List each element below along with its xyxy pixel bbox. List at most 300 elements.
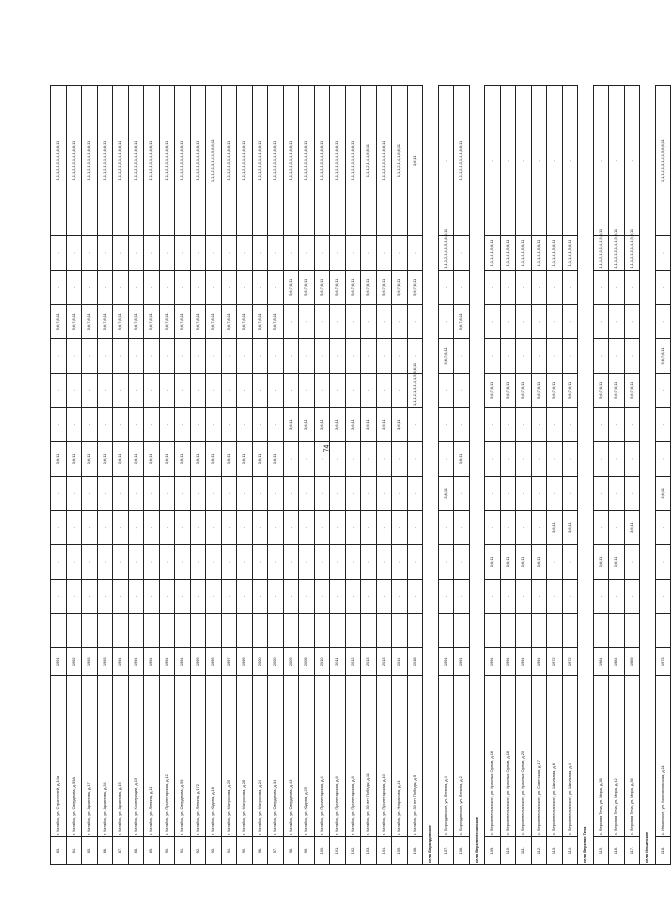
row-year: 1997 (221, 648, 237, 676)
row-cell: - (547, 339, 563, 373)
row-cell: 1,1,1,2,1,3,1,4,1,6;8;11 (190, 86, 206, 236)
row-cell: - (485, 270, 501, 304)
row-cell: - (237, 407, 253, 441)
row-cell: - (562, 86, 578, 236)
row-cell: - (268, 373, 284, 407)
row-cell: - (252, 476, 268, 510)
row-cell: - (500, 86, 516, 236)
row-cell: 5;6;7;8;11 (438, 339, 454, 373)
row-cell: - (144, 270, 160, 304)
row-cell: - (531, 407, 547, 441)
row-cell: - (593, 339, 609, 373)
row-cell: - (609, 305, 625, 339)
row-cell: - (500, 305, 516, 339)
row-cell: - (221, 270, 237, 304)
row-number: 112. (531, 837, 547, 865)
row-cell: - (113, 476, 129, 510)
row-cell: - (330, 579, 346, 613)
section-filler (640, 510, 656, 544)
row-cell: 5;6;7;8;11 (97, 305, 113, 339)
row-cell: - (252, 339, 268, 373)
row-cell: - (159, 270, 175, 304)
row-cell: - (314, 339, 330, 373)
section-filler (640, 442, 656, 476)
row-cell: - (593, 305, 609, 339)
row-address: г. Катайск, ул. Архипова, д.15 (113, 676, 129, 837)
row-address: г. Катайск, ул. Архипова, д.34 (97, 676, 113, 837)
section-filler (469, 86, 485, 236)
section-filler (469, 442, 485, 476)
row-cell: - (51, 236, 67, 270)
row-cell: - (454, 270, 470, 304)
row-cell: - (562, 407, 578, 441)
row-cell: - (376, 305, 392, 339)
row-cell: - (454, 373, 470, 407)
row-cell: - (531, 476, 547, 510)
row-cell: - (190, 270, 206, 304)
row-cell: - (268, 510, 284, 544)
row-year: 2013 (361, 648, 377, 676)
row-cell: - (392, 476, 408, 510)
row-address: с. Верхнепесчанское, ул. Школьная, д.6 (547, 676, 563, 837)
row-cell: - (299, 476, 315, 510)
section-filler (578, 407, 594, 441)
row-number: 113. (547, 837, 563, 865)
row-cell: - (113, 579, 129, 613)
row-cell: - (655, 305, 671, 339)
section-filler (640, 270, 656, 304)
row-year: 1994 (128, 648, 144, 676)
row-address: г. Катайск, ул. Строителей, д.14а (51, 676, 67, 837)
row-cell: - (206, 476, 222, 510)
row-number: 89. (144, 837, 160, 865)
row-cell: 3;6;11 (221, 442, 237, 476)
row-cell: - (221, 373, 237, 407)
row-cell: - (283, 373, 299, 407)
row-cell: - (221, 407, 237, 441)
row-number: 93. (206, 837, 222, 865)
row-number: 95. (237, 837, 253, 865)
row-cell: 5;6;7;8;11 (609, 373, 625, 407)
row-cell: - (97, 579, 113, 613)
row-cell: - (624, 442, 640, 476)
row-cell: - (82, 545, 98, 579)
row-cell: 3;6;11 (407, 86, 423, 236)
row-cell: - (531, 442, 547, 476)
row-cell: 3;6;11 (268, 442, 284, 476)
row-cell (113, 613, 129, 647)
row-cell: - (82, 476, 98, 510)
row-cell: - (361, 510, 377, 544)
row-cell: - (407, 305, 423, 339)
row-cell: - (97, 545, 113, 579)
row-cell: 5;6;7;8;11 (624, 373, 640, 407)
row-cell: 5;6;7;8;11 (66, 305, 82, 339)
row-cell: 5;6;7;8;11 (159, 305, 175, 339)
row-cell: 5;6;7;8;11 (206, 305, 222, 339)
row-cell: - (562, 442, 578, 476)
row-cell: - (562, 270, 578, 304)
row-cell: - (283, 236, 299, 270)
row-cell: - (345, 442, 361, 476)
section-filler (469, 579, 485, 613)
section-filler (578, 476, 594, 510)
row-cell: - (516, 339, 532, 373)
row-cell: 3;6;11 (51, 442, 67, 476)
row-cell: 5;6;7;8;11 (51, 305, 67, 339)
row-cell: - (314, 545, 330, 579)
row-cell: - (237, 373, 253, 407)
row-cell: - (392, 305, 408, 339)
row-cell: - (159, 579, 175, 613)
row-cell: - (82, 339, 98, 373)
row-cell: - (252, 407, 268, 441)
row-cell: - (531, 339, 547, 373)
row-number: 88. (128, 837, 144, 865)
row-year: 1995 (206, 648, 222, 676)
row-cell: - (97, 236, 113, 270)
row-number: 114. (562, 837, 578, 865)
row-cell: 5;6;7;8;11 (547, 373, 563, 407)
row-year: 1972 (547, 648, 563, 676)
row-cell: - (113, 545, 129, 579)
row-address: г. Катайск, ул. Свердлова, д.59 (175, 676, 191, 837)
repair-schedule-table (50, 85, 671, 865)
row-cell: 3;6;11 (500, 545, 516, 579)
row-cell: 3;6;11 (206, 442, 222, 476)
table-row (144, 86, 160, 865)
section-filler (640, 579, 656, 613)
table-row (299, 86, 315, 865)
row-cell: - (438, 510, 454, 544)
row-cell: - (128, 270, 144, 304)
row-cell: - (376, 579, 392, 613)
row-cell: 5;6;7;8;11 (593, 373, 609, 407)
section-filler (640, 545, 656, 579)
row-cell: - (128, 236, 144, 270)
row-cell: - (361, 373, 377, 407)
row-cell: - (454, 339, 470, 373)
row-cell: - (345, 545, 361, 579)
row-address: с. Верхнепесчанское, ул. Советская, д.17 (531, 676, 547, 837)
row-address: г. Катайск, ул. Пролетарская, д.6 (330, 676, 346, 837)
section-title: село Бороздинское (423, 676, 439, 865)
row-cell (562, 613, 578, 647)
row-cell: - (190, 579, 206, 613)
row-year: 2000 (252, 648, 268, 676)
row-cell: - (361, 579, 377, 613)
row-cell: - (655, 270, 671, 304)
row-cell: - (299, 510, 315, 544)
row-cell: - (237, 270, 253, 304)
row-cell: - (345, 510, 361, 544)
row-cell: - (299, 579, 315, 613)
row-cell: - (655, 373, 671, 407)
row-cell: - (547, 407, 563, 441)
row-year: 1994 (144, 648, 160, 676)
row-cell: 1,1,1,2,1,3,1,4,1,6;8;11 (454, 86, 470, 236)
row-cell: 1,1,1,2,1,3,1,4,1,6;8;11 (144, 86, 160, 236)
section-filler (469, 476, 485, 510)
row-cell: - (330, 305, 346, 339)
section-title: село Верхняя Теча (578, 676, 594, 865)
table-row (624, 86, 640, 865)
row-cell: - (268, 545, 284, 579)
row-address: г. Катайск, ул. Матросова, д.28 (237, 676, 253, 837)
table-row (438, 86, 454, 865)
row-address: с. Верхняя Теча, ул. Мира, д.36 (624, 676, 640, 837)
row-number: 87. (113, 837, 129, 865)
row-cell: - (392, 373, 408, 407)
table-row (609, 86, 625, 865)
row-cell: - (516, 270, 532, 304)
row-cell: - (562, 305, 578, 339)
row-cell: - (159, 476, 175, 510)
row-cell: - (252, 545, 268, 579)
row-cell: 1,1,1,2,1,3,1,4,1,6;8;11 (314, 86, 330, 236)
section-filler (640, 648, 656, 676)
row-cell: - (82, 236, 98, 270)
row-address: г. Катайск, ул. Свердлова, д.43 (283, 676, 299, 837)
row-number: 117. (624, 837, 640, 865)
section-filler (578, 339, 594, 373)
row-cell: 3;6;11 (128, 442, 144, 476)
row-cell: 3;6;11 (314, 407, 330, 441)
row-cell: - (159, 373, 175, 407)
row-cell: - (252, 236, 268, 270)
row-cell: - (221, 236, 237, 270)
row-cell: 5;6;7;8;11 (454, 305, 470, 339)
row-cell: 5;6;7;8;11 (128, 305, 144, 339)
row-number: 86. (97, 837, 113, 865)
section-filler (578, 648, 594, 676)
row-number: 90. (159, 837, 175, 865)
row-cell: - (392, 510, 408, 544)
row-cell: 3;6;11 (190, 442, 206, 476)
row-cell: - (516, 305, 532, 339)
row-cell: 3;6;11 (454, 442, 470, 476)
row-cell: 5;6;7;8;11 (655, 339, 671, 373)
row-number: 107. (438, 837, 454, 865)
section-filler (640, 86, 656, 236)
row-address: г. Катайск, ул. Пролетарская, д.4 (314, 676, 330, 837)
row-cell: - (500, 579, 516, 613)
row-address: с. Верхнепесчанское, ул. Красных Орлов, д.16 (485, 676, 501, 837)
row-number: 83. (51, 837, 67, 865)
row-year: 1994 (500, 648, 516, 676)
row-cell: 5;6;7;8;11 (516, 373, 532, 407)
row-cell: - (97, 373, 113, 407)
row-cell: - (51, 510, 67, 544)
row-cell: - (144, 339, 160, 373)
row-cell: 3;6;11 (516, 545, 532, 579)
section-filler (423, 510, 439, 544)
table-row (361, 86, 377, 865)
section-row (423, 86, 439, 865)
row-cell: 1,1,1,2,1,4,1,6;8;11 (361, 86, 377, 236)
row-cell: - (128, 510, 144, 544)
row-cell: - (407, 476, 423, 510)
row-cell: - (330, 476, 346, 510)
row-cell: - (485, 339, 501, 373)
row-cell (330, 613, 346, 647)
row-cell: - (66, 270, 82, 304)
row-cell (531, 613, 547, 647)
row-cell: 1,1,1,2,1,3,1,4,1,5;6;11 (609, 236, 625, 270)
row-cell (82, 613, 98, 647)
table-row (175, 86, 191, 865)
row-cell: - (376, 236, 392, 270)
row-cell: - (361, 476, 377, 510)
row-cell: - (407, 339, 423, 373)
row-cell: - (407, 510, 423, 544)
row-cell: - (128, 407, 144, 441)
row-cell: - (330, 545, 346, 579)
row-year: 1984 (593, 648, 609, 676)
row-cell: - (190, 339, 206, 373)
row-year: 1999 (237, 648, 253, 676)
row-cell (299, 613, 315, 647)
row-year: 1992 (66, 648, 82, 676)
row-cell: - (113, 339, 129, 373)
row-cell: - (314, 305, 330, 339)
row-cell: - (438, 373, 454, 407)
row-cell: 5;6;7;8;11 (144, 305, 160, 339)
row-cell: - (237, 339, 253, 373)
row-number: 96. (252, 837, 268, 865)
row-cell (516, 613, 532, 647)
row-cell: 3;6;11 (252, 442, 268, 476)
row-cell: - (113, 270, 129, 304)
row-number: 85. (82, 837, 98, 865)
row-address: с. Верхняя Теча, ул. Мира, д.38 (593, 676, 609, 837)
table-row (66, 86, 82, 865)
row-cell: - (330, 236, 346, 270)
row-cell: 1,1,1,4,1,5;8;11 (562, 236, 578, 270)
row-address: с. Ильинское, ул. Комсомольская, д.11 (655, 676, 671, 837)
row-cell: - (268, 407, 284, 441)
row-cell: - (159, 510, 175, 544)
row-cell: 3;6;11 (144, 442, 160, 476)
row-cell: 5;6;7;8;11 (345, 270, 361, 304)
row-cell (206, 613, 222, 647)
row-cell: 3;6;11 (392, 407, 408, 441)
row-cell: 5;6;7;8;11 (113, 305, 129, 339)
row-cell: - (237, 476, 253, 510)
row-number: 92. (190, 837, 206, 865)
row-cell (97, 613, 113, 647)
section-filler (640, 373, 656, 407)
row-year: 1993 (97, 648, 113, 676)
row-cell: - (66, 545, 82, 579)
row-address: г. Катайск, ул. Матросова, д.20 (221, 676, 237, 837)
row-cell: 5;6;7;8;11 (485, 373, 501, 407)
row-cell: - (361, 442, 377, 476)
row-cell: 1,1,1,4,1,5;8;11 (485, 236, 501, 270)
row-cell: - (485, 579, 501, 613)
row-address: г. Катайск, ул. Свердлова, д.34 (268, 676, 284, 837)
table-row (655, 86, 671, 865)
row-cell: 1,1,1,2,1,3,1,4,1,6;8;11 (330, 86, 346, 236)
row-cell (345, 613, 361, 647)
row-cell: - (175, 579, 191, 613)
row-cell: - (314, 442, 330, 476)
row-cell: - (268, 339, 284, 373)
row-cell: - (531, 270, 547, 304)
row-cell (314, 613, 330, 647)
row-cell: 3;6;11 (345, 407, 361, 441)
row-cell: - (500, 407, 516, 441)
table-row (500, 86, 516, 865)
row-cell: - (221, 476, 237, 510)
row-cell: 1,1,1,2,1,3,1,4,1,6;8;11 (268, 86, 284, 236)
table-row (376, 86, 392, 865)
row-cell: 3;6;11 (330, 407, 346, 441)
row-cell: - (547, 86, 563, 236)
row-cell: - (206, 236, 222, 270)
row-number: 99. (299, 837, 315, 865)
section-filler (578, 270, 594, 304)
row-cell: 5;6;7;8;11 (407, 270, 423, 304)
row-cell: - (361, 305, 377, 339)
row-cell (593, 613, 609, 647)
row-address: г. Катайск, ул. Пролетарская, д.10 (376, 676, 392, 837)
row-cell: - (361, 339, 377, 373)
row-cell: - (454, 545, 470, 579)
row-cell: - (82, 407, 98, 441)
row-cell: - (314, 236, 330, 270)
row-cell: 3;6;11 (283, 407, 299, 441)
row-cell: - (299, 373, 315, 407)
section-filler (469, 339, 485, 373)
row-cell: - (299, 339, 315, 373)
row-cell: - (299, 545, 315, 579)
row-number: 104. (376, 837, 392, 865)
row-cell: - (562, 545, 578, 579)
row-cell: - (609, 510, 625, 544)
row-cell: - (113, 373, 129, 407)
row-cell: - (190, 407, 206, 441)
table-row (206, 86, 222, 865)
row-cell: - (128, 373, 144, 407)
row-cell: 3;6;11 (299, 407, 315, 441)
row-cell: 5;6;7;8;11 (562, 373, 578, 407)
table-row (593, 86, 609, 865)
row-cell: - (593, 270, 609, 304)
row-cell: 1,1,1,2,1,4,1,6;8;11 (392, 86, 408, 236)
row-address: г. Катайск, ул. Пролетарская, д.8 (345, 676, 361, 837)
table-row (190, 86, 206, 865)
row-cell (283, 613, 299, 647)
row-cell: - (144, 236, 160, 270)
row-cell: - (268, 270, 284, 304)
row-number: 102. (345, 837, 361, 865)
row-cell (252, 613, 268, 647)
section-filler (578, 86, 594, 236)
row-cell: 1,1,1,2,1,3,1,4,1,6;8;11 (283, 86, 299, 236)
row-cell: 1,1,1,2,1,3,1,4,1,6;8;11 (237, 86, 253, 236)
section-filler (423, 236, 439, 270)
row-cell (268, 613, 284, 647)
row-cell: 1,1,1,2,1,3,1,4,1,6;8;11 (97, 86, 113, 236)
row-cell: 3;6;11 (376, 407, 392, 441)
row-cell: - (159, 339, 175, 373)
row-cell: - (655, 236, 671, 270)
section-filler (578, 613, 594, 647)
row-cell: - (252, 510, 268, 544)
row-cell: 1,1,1,4,1,5;8;11 (531, 236, 547, 270)
section-filler (578, 373, 594, 407)
